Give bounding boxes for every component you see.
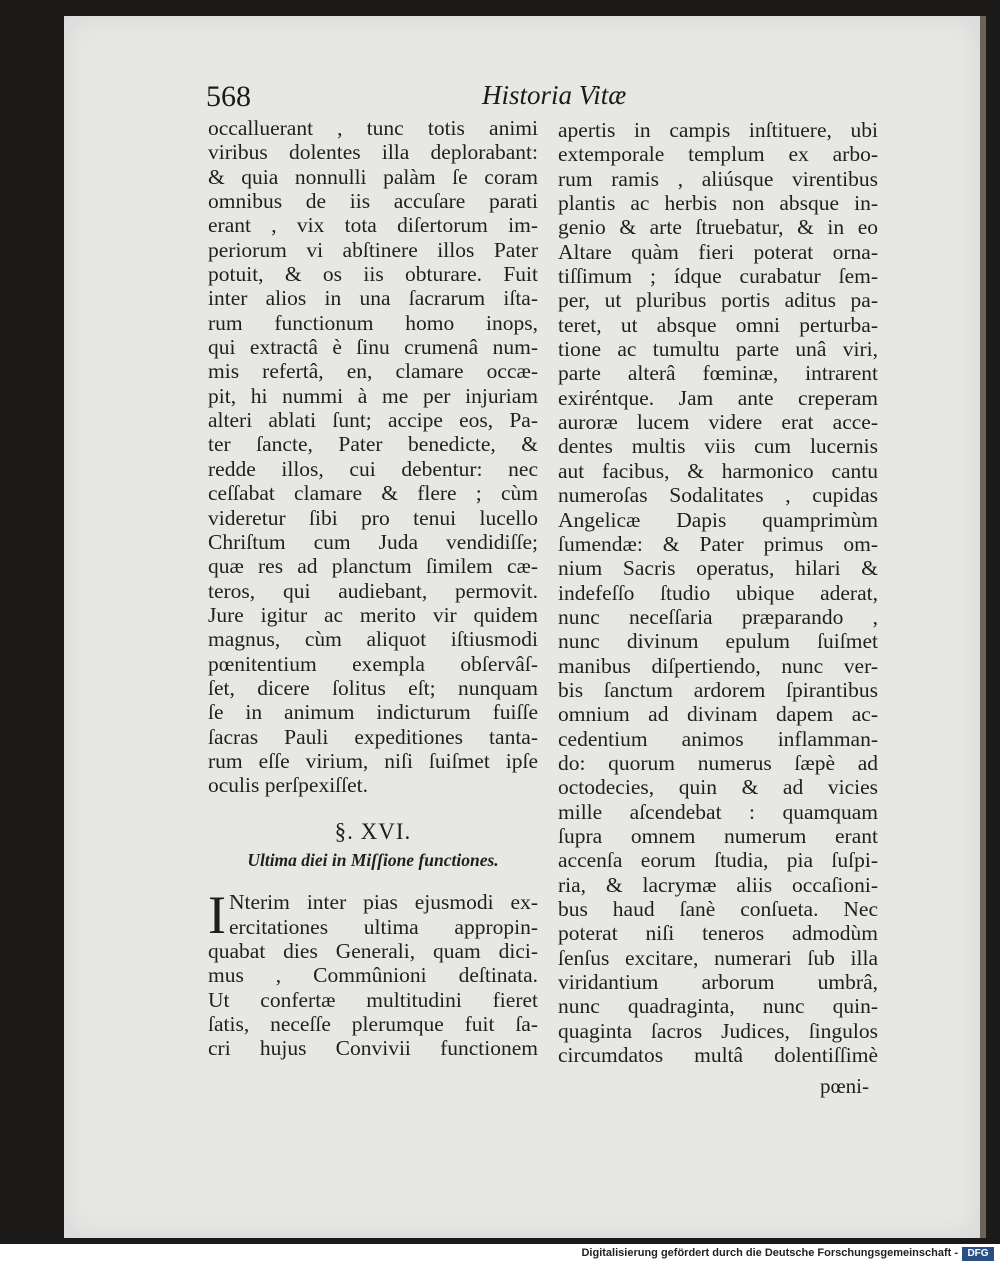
text-line: bus haud ſanè conſueta. Nec [558,897,878,921]
text-line: Chriſtum cum Juda vendidiſſe; [208,529,538,554]
text-line: teros, qui audiebant, permovit. [208,578,538,603]
text-line: ſumendæ: & Pater primus om- [558,531,878,556]
text-line: cri hujus Convivii functionem [208,1036,538,1061]
text-line: inter alios in una ſacrarum iſta- [208,286,538,311]
text-line: rum ramis , aliúsque virentibus [558,166,878,191]
text-line: aut facibus, & harmonico cantu [558,458,878,483]
text-line: octodecies, quin & ad vicies [558,775,878,800]
digitization-footer [0,1244,1000,1264]
text-line: dentes multis viis cum lucernis [558,434,878,459]
text-line: ſatis, neceſſe plerumque fuit ſa- [208,1012,538,1037]
text-line: occalluerant , tunc totis animi [208,116,538,140]
text-line: viribus dolentes illa deplorabant: [208,140,538,165]
text-line: indefeſſo ſtudio ubique aderat, [558,580,878,605]
text-line: periorum vi abſtinere illos Pater [208,237,538,262]
text-line: mis refertâ, en, clamare occæ- [208,359,538,384]
text-line: ter ſancte, Pater benedicte, & [208,432,538,457]
text-line: pœnitentium exempla obſervâſ- [208,651,538,676]
text-line: & quia nonnulli palàm ſe coram [208,164,538,189]
section-heading: §. XVI. [334,818,412,844]
text-line: omnium ad divinam dapem ac- [558,702,878,727]
text-line: nunc quadraginta, nunc quin- [558,994,878,1019]
section-subtitle: Ultima diei in Miſſione functiones. [247,849,499,870]
text-line: auroræ lucem videre erat acce- [558,410,878,435]
catchword: pœni- [820,1074,869,1098]
text-line: nunc divinum epulum ſuiſmet [558,629,878,654]
text-line: erant , vix tota diſertorum im- [208,213,538,238]
text-line: extemporale templum ex arbo- [558,142,878,167]
text-line: plantis ac herbis non absque in- [558,191,878,216]
page-number: 568 [206,80,251,113]
text-line: Jure igitur ac merito vir quidem [208,602,538,627]
text-line: quabat dies Generali, quam dici- [208,939,538,963]
text-line: tiſſimum ; ídque curabatur ſem- [558,264,878,289]
dfg-logo: DFG [962,1247,994,1261]
text-line: manibus diſpertiendo, nunc ver- [558,653,878,678]
text-line: do: quorum numerus ſæpè ad [558,750,878,775]
text-line: rum functionum homo inops, [208,310,538,335]
text-line: tione ac tumultu parte unâ viri, [558,337,878,362]
text-line: Ut confertæ multitudini fieret [208,987,538,1012]
text-line: oculis perſpexiſſet. [208,773,369,798]
text-line: apertis in campis inſtituere, ubi [558,118,878,142]
text-line: redde illos, cui debentur: nec [208,456,538,481]
text-line: genio & arte ſtruebatur, & in eo [558,215,878,240]
text-line: ceſſabat clamare & flere ; cùm [208,481,538,506]
text-line: mus , Commûnioni deſtinata. [208,963,538,988]
text-line: teret, ut absque omni perturba- [558,312,878,337]
text-line: ercitationes ultima appropin- [228,914,538,939]
text-line: ſe in animum indicturum fuiſſe [208,700,538,725]
text-line: quaginta ſacros Judices, ſingulos [558,1018,878,1043]
page-header [206,80,926,116]
text-line: bis ſanctum ardorem ſpirantibus [558,677,878,702]
text-line: pit, hi nummi à me per injuriam [208,383,538,408]
footer-credit: Digitalisierung gefördert durch die Deutsche Forschungsgemeinschaft - [581,1247,958,1259]
text-line: cedentium animos inflamman- [558,726,878,751]
text-line: magnus, cùm aliquot iſtiusmodi [208,627,538,652]
text-line: viridantium arborum umbrâ, [558,970,878,995]
text-line: alteri ablati ſunt; accipe eos, Pa- [208,408,538,433]
text-line: Nterim inter pias ejusmodi ex- [228,890,538,915]
text-line: ſacras Pauli expeditiones tanta- [208,724,538,749]
text-line: nium Sacris operatus, hilari & [558,556,878,581]
text-line: per, ut pluribus portis aditus pa- [558,288,878,313]
text-line: ſupra omnem numerum erant [558,823,878,848]
text-line: omnibus de iis accuſare parati [208,189,538,214]
page-edge [980,16,986,1238]
left-text-column [208,116,538,1061]
text-line: Altare quàm fieri poterat orna- [558,239,878,264]
text-line: exiréntque. Jam ante creperam [558,385,878,410]
running-head: Historia Vitæ [482,80,627,110]
dropcap-letter: I [208,885,226,946]
text-line: poterat niſi teneros admodùm [558,921,878,946]
text-line: mille aſcendebat : quamquam [558,799,878,824]
text-line: Angelicæ Dapis quamprimùm [558,507,878,532]
text-line: quæ res ad planctum ſimilem cæ- [208,554,538,579]
text-line: circumdatos multâ dolentiſſimè [558,1043,878,1068]
text-line: videretur ſibi pro tenui lucello [208,505,538,530]
text-line: potuit, & os iis obturare. Fuit [208,262,538,287]
right-text-column [558,118,878,1067]
text-line: accenſa eorum ſtudia, pia ſuſpi- [558,848,878,873]
text-line: ria, & lacrymæ aliis occaſioni- [558,872,878,897]
text-line: rum eſſe virium, niſi ſuiſmet ipſe [208,748,538,773]
text-line: nunc neceſſaria præparando , [558,604,878,629]
text-line: ſenſus excitare, numerari ſub illa [558,945,878,970]
dropcap-paragraph [208,885,538,946]
text-line: parte alterâ fœminæ, intrarent [558,361,878,386]
text-line: ſet, dicere ſolitus eſt; nunquam [208,675,538,700]
text-line: numeroſas Sodalitates , cupidas [558,483,878,508]
text-line: qui extractâ è ſinu crumenâ num- [208,335,538,360]
